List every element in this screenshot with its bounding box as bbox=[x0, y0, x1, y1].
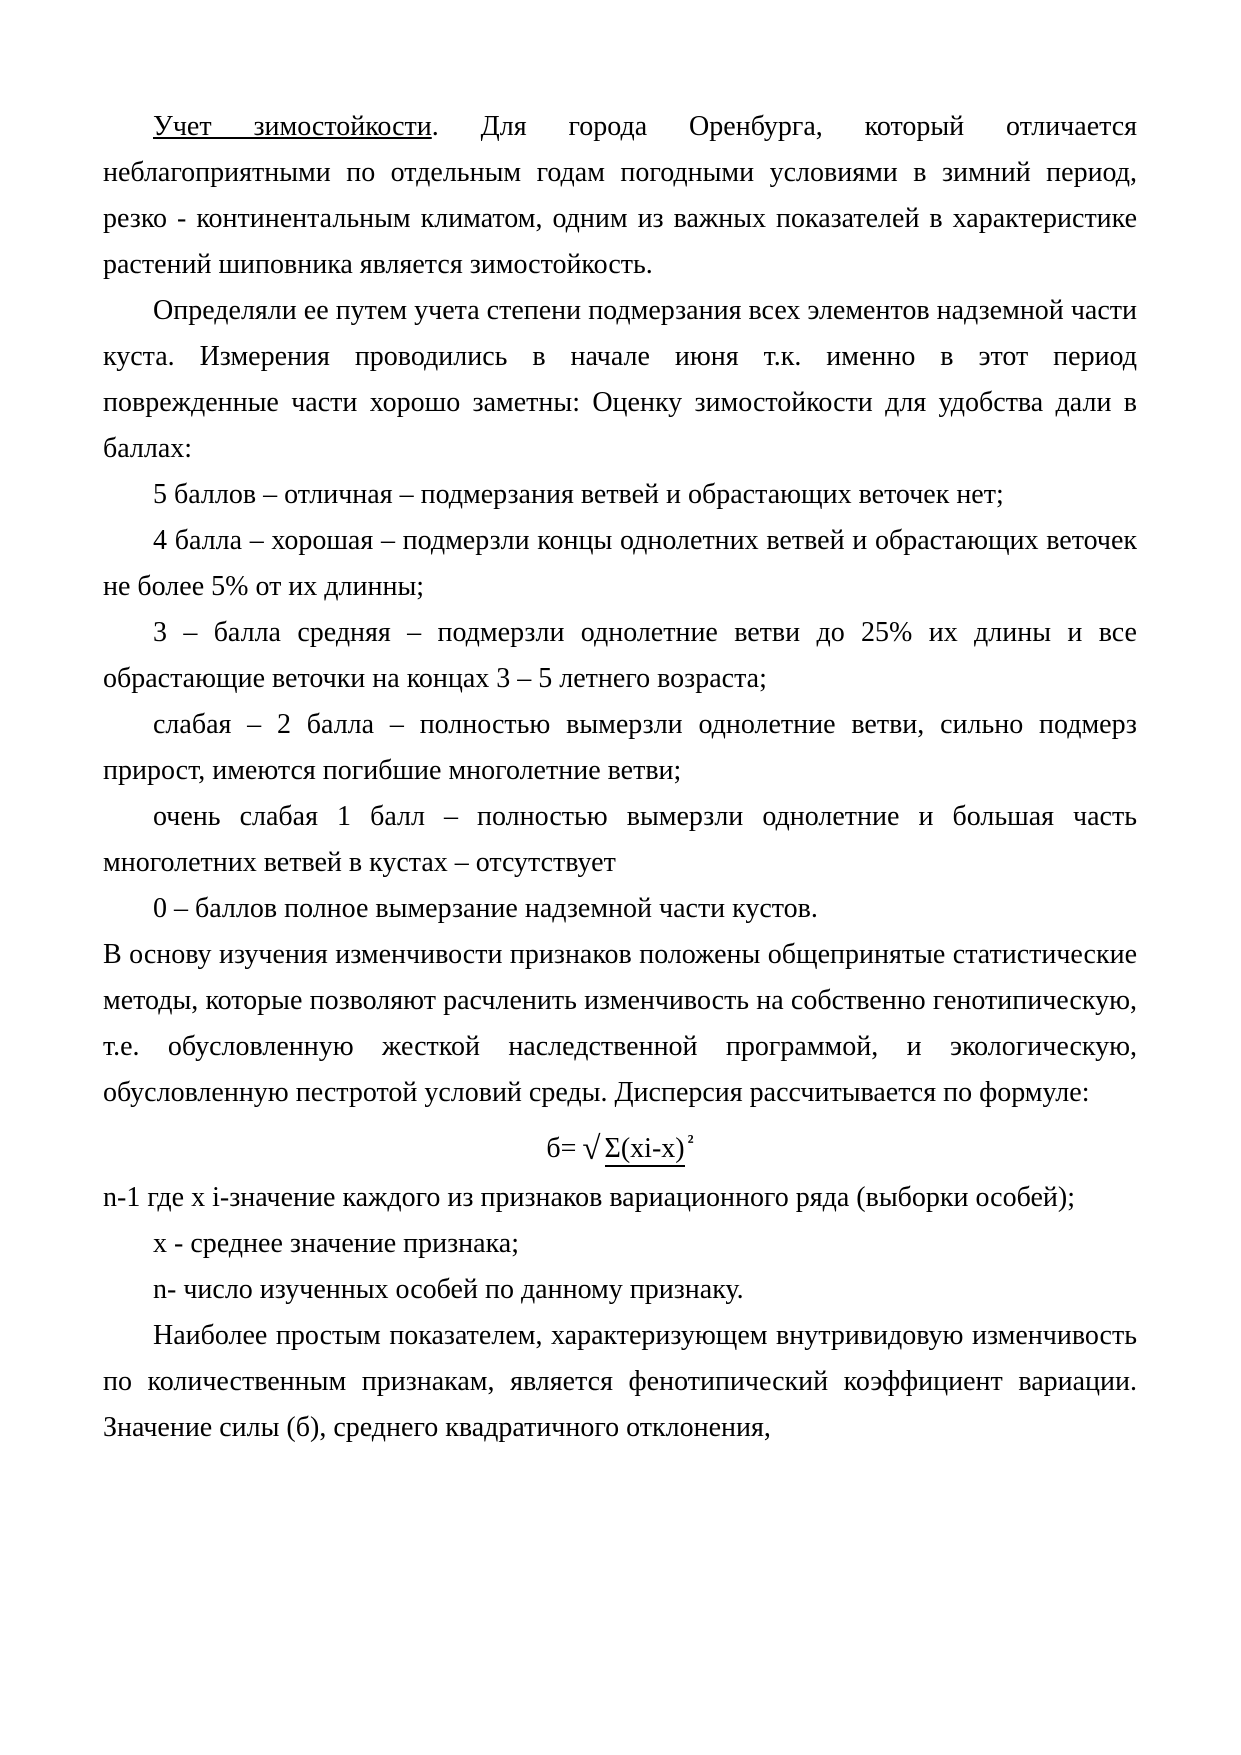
score-5-item: 5 баллов – отличная – подмерзания ветвей и обрастающих веточек нет; bbox=[153, 479, 1004, 510]
paragraph-coefficient-of-variation: Наиболее простым показателем, характеризующем внутривидовую изменчивость по количественным признакам, является фенотипический коэффициент вариации. Значение силы (б), среднего квадратичного отклонения, bbox=[103, 1320, 1137, 1443]
paragraph-statistical-methods: В основу изучения изменчивости признаков положены общепринятые статистические методы, которые позволяют расчленить изменчивость на собственно генотипическую, т.е. обусловленную жесткой наследственной программой, и экологическую, обусловленную пестротой условий среды. Дисперсия рассчитывается по формуле: bbox=[103, 939, 1137, 1108]
score-0-item: 0 – баллов полное вымерзание надземной части кустов. bbox=[153, 893, 818, 924]
score-4-item: 4 балла – хорошая – подмерзли концы однолетних ветвей и обрастающих веточек не более 5% от их длинны; bbox=[103, 525, 1137, 602]
score-2-item: слабая – 2 балла – полностью вымерзли однолетние ветви, сильно подмерз прирост, имеются погибшие многолетние ветви; bbox=[103, 709, 1137, 786]
paragraph-scoring-method: Определяли ее путем учета степени подмерзания всех элементов надземной части куста. Измерения проводились в начале июня т.к. именно в этот период поврежденные части хорошо заметны: Оценку зимостойкости для удобства дали в баллах: bbox=[103, 295, 1137, 464]
formula-denominator-note: n-1 где x i-значение каждого из признаков вариационного ряда (выборки особей); bbox=[103, 1182, 1076, 1213]
square-root-symbol: √ bbox=[582, 1131, 601, 1167]
intro-separator: . bbox=[431, 111, 481, 142]
formula-exponent: ² bbox=[687, 1131, 694, 1153]
score-1-item: очень слабая 1 балл – полностью вымерзли однолетние и большая часть многолетних ветвей в кустах – отсутствует bbox=[103, 801, 1137, 878]
sample-count-definition: n- число изученных особей по данному признаку. bbox=[153, 1274, 744, 1305]
mean-value-definition: х - среднее значение признака; bbox=[153, 1228, 519, 1259]
paragraph-winter-hardiness-intro bbox=[103, 104, 1137, 288]
intro-rest-text: Для города Оренбурга, который отличается неблагоприятными по отдельным годам погодными условиями в зимний период, резко - континентальным климатом, одним из важных показателей в характеристике растений шиповника является зимостойкость. bbox=[103, 111, 1138, 280]
dispersion-formula bbox=[103, 1116, 1137, 1175]
formula-radicand: Σ(xi-x) bbox=[605, 1133, 685, 1167]
formula-lhs: б= bbox=[546, 1133, 577, 1164]
intro-underlined-heading: Учет зимостойкости bbox=[153, 111, 432, 142]
score-3-item: 3 – балла средняя – подмерзли однолетние ветви до 25% их длины и все обрастающие веточки на концах 3 – 5 летнего возраста; bbox=[103, 617, 1137, 694]
